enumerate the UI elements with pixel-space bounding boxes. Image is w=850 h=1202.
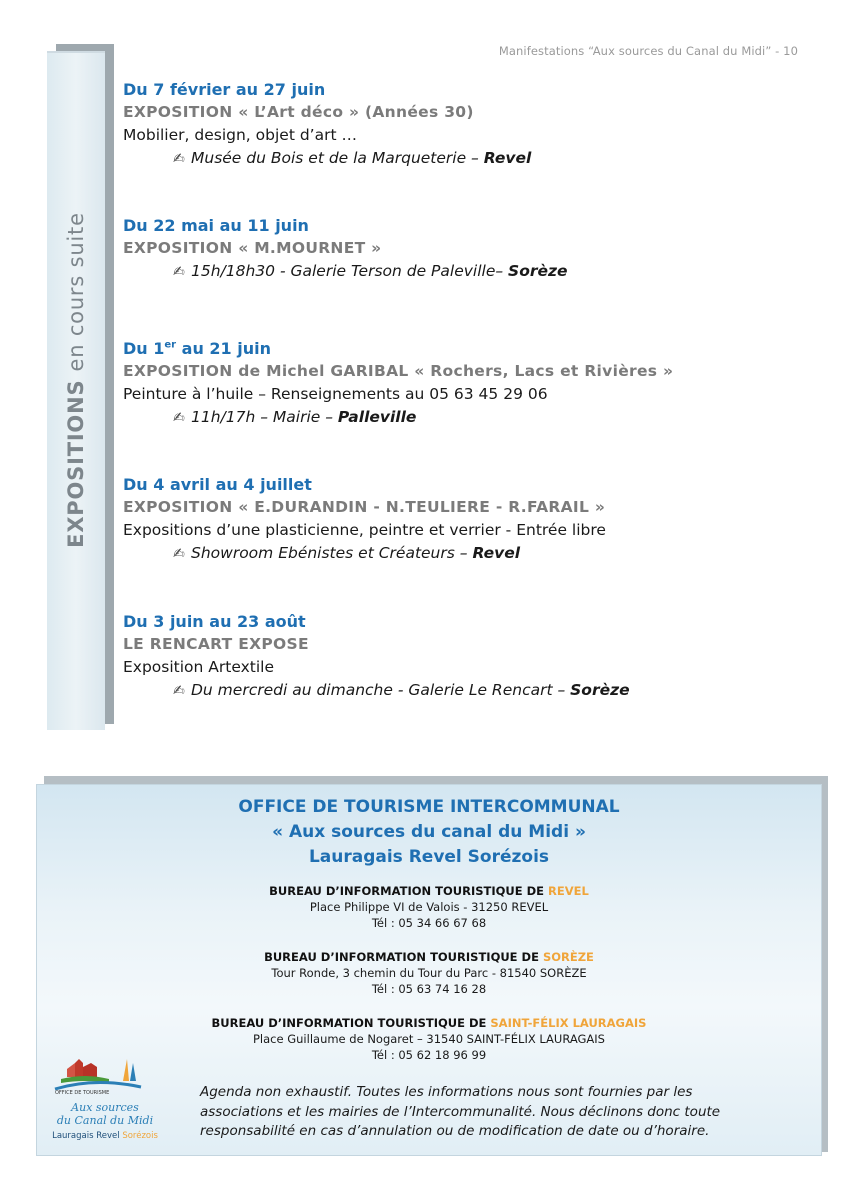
page-header: Manifestations “Aux sources du Canal du Midi” - 10 (498, 44, 798, 58)
bureau-name (37, 883, 821, 899)
writing-hand-icon: ✍ (173, 151, 185, 167)
event-description: Expositions d’une plasticienne, peintre et verrier - Entrée libre (123, 521, 606, 539)
writing-hand-icon: ✍ (173, 683, 185, 699)
logo-script (45, 1101, 165, 1127)
event-description: Mobilier, design, objet d’art … (123, 126, 357, 144)
logo-script-line1: Aux sources (71, 1101, 139, 1114)
event-date: Du 4 avril au 4 juillet (123, 475, 312, 494)
event-place (123, 679, 823, 703)
bureau-name-prefix: BUREAU D’INFORMATION TOURISTIQUE DE (211, 1016, 491, 1030)
tourism-office-box (36, 784, 822, 1156)
event-title: EXPOSITION « L’Art déco » (Années 30) (123, 103, 474, 121)
event-item (123, 473, 823, 566)
bureau-name-prefix: BUREAU D’INFORMATION TOURISTIQUE DE (264, 950, 543, 964)
sidebar-title-light: en cours suite (64, 212, 88, 372)
event-title: EXPOSITION de Michel GARIBAL « Rochers, Lacs et Rivières » (123, 362, 674, 380)
sidebar-title (64, 212, 88, 548)
bureau-name (37, 949, 821, 965)
bureau-address: Place Philippe VI de Valois - 31250 REVEL (309, 900, 549, 914)
event-description: Peinture à l’huile – Renseignements au 05 63 45 29 06 (123, 385, 548, 403)
event-title: LE RENCART EXPOSE (123, 635, 309, 653)
event-item (123, 610, 823, 703)
bureau-name-highlight: SAINT-FÉLIX LAURAGAIS (490, 1016, 647, 1030)
logo-script-line2: du Canal du Midi (56, 1114, 154, 1127)
office-heading (37, 795, 821, 870)
event-town: Sorèze (508, 262, 568, 280)
event-date-sup: er (164, 339, 177, 351)
event-town: Palleville (337, 408, 417, 426)
event-title: EXPOSITION « E.DURANDIN - N.TEULIERE - R.FARAIL » (123, 498, 606, 516)
bureau-phone: Tél : 05 62 18 96 99 (371, 1048, 487, 1062)
event-place (123, 542, 823, 566)
event-place-text: 15h/18h30 - Galerie Terson de Paleville– (191, 262, 509, 280)
event-town: Revel (483, 149, 532, 167)
office-line1: OFFICE DE TOURISME INTERCOMMUNAL (238, 797, 620, 817)
event-place-text: 11h/17h – Mairie – (191, 408, 338, 426)
event-description: Exposition Artextile (123, 658, 275, 676)
sidebar-title-bold: EXPOSITIONS (64, 379, 88, 548)
event-title: EXPOSITION « M.MOURNET » (123, 239, 382, 257)
event-town: Revel (472, 544, 521, 562)
bureau-address: Place Guillaume de Nogaret – 31540 SAINT-FÉLIX LAURAGAIS (253, 1032, 605, 1046)
event-date: Du 3 juin au 23 août (123, 612, 306, 631)
event-item (123, 78, 823, 171)
bureau-name-highlight: REVEL (548, 884, 589, 898)
bureau-name-highlight: SORÈZE (542, 950, 594, 964)
bureau-revel (37, 883, 821, 931)
office-line2: « Aux sources du canal du Midi » (272, 822, 586, 842)
event-place (123, 260, 823, 284)
bureau-address: Tour Ronde, 3 chemin du Tour du Parc - 81540 SORÈZE (271, 966, 587, 980)
event-place (123, 406, 823, 430)
event-town: Sorèze (570, 681, 630, 699)
tourism-logo (45, 1049, 165, 1149)
event-date-suffix: au 21 juin (176, 339, 272, 358)
bureau-name-prefix: BUREAU D’INFORMATION TOURISTIQUE DE (269, 884, 549, 898)
event-place-text: Musée du Bois et de la Marqueterie – (191, 149, 484, 167)
logo-subtitle (45, 1131, 165, 1141)
event-date-prefix: Du 1 (123, 339, 165, 358)
event-date (123, 337, 823, 360)
event-item (123, 337, 823, 430)
office-line3: Lauragais Revel Sorézois (308, 847, 550, 867)
event-date: Du 22 mai au 11 juin (123, 216, 309, 235)
bureau-phone: Tél : 05 34 66 67 68 (371, 916, 487, 930)
event-place-text: Showroom Ebénistes et Créateurs – (191, 544, 473, 562)
logo-tiny-text: OFFICE DE TOURISME (55, 1090, 110, 1096)
bureau-phone: Tél : 05 63 74 16 28 (371, 982, 487, 996)
bureau-soreze (37, 949, 821, 997)
disclaimer-note: Agenda non exhaustif. Toutes les informations nous sont fournies par les associations et les mairies de l’Intercommunalité. Nous déclinons donc toute responsabilité en cas d’annulation ou de modification de date ou d’horaire. (200, 1084, 721, 1139)
logo-sub-highlight: Sorézois (122, 1131, 158, 1141)
logo-sub-prefix: Lauragais Revel (52, 1131, 123, 1141)
bureau-name (37, 1015, 821, 1031)
event-place-text: Du mercredi au dimanche - Galerie Le Rencart – (191, 681, 571, 699)
writing-hand-icon: ✍ (173, 410, 185, 426)
writing-hand-icon: ✍ (173, 546, 185, 562)
writing-hand-icon: ✍ (173, 264, 185, 280)
event-date: Du 7 février au 27 juin (123, 80, 326, 99)
event-item (123, 214, 823, 284)
event-place (123, 147, 823, 171)
